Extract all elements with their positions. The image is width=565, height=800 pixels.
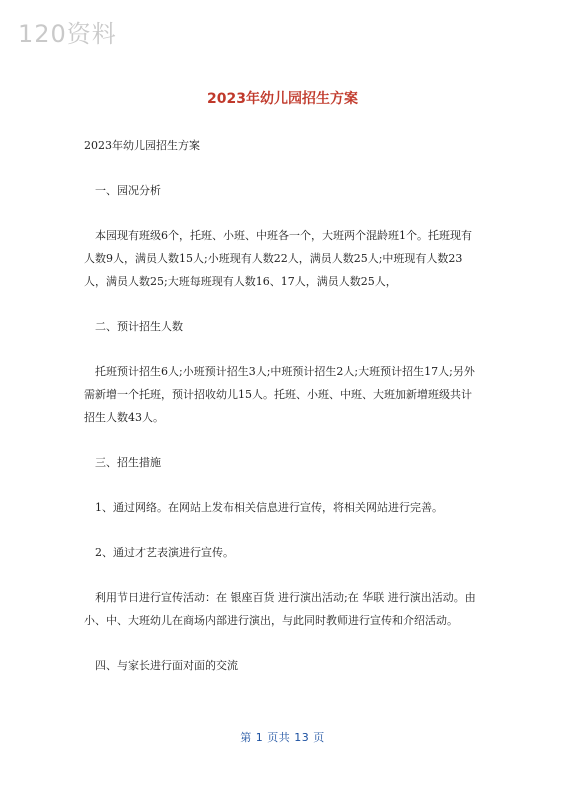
document-subtitle: 2023年幼儿园招生方案 <box>84 139 200 152</box>
section-body-enrollment: 托班预计招生6人;小班预计招生3人;中班预计招生2人;大班预计招生17人;另外需新增一个托班，预计招收幼儿15人。托班、小班、中班、大班加新增班级共计招生人数43人。 <box>84 365 475 424</box>
measure-body-festival: 利用节日进行宣传活动：在 银座百货 进行演出活动;在 华联 进行演出活动。由小、中、大班幼儿在商场内部进行演出，与此同时教师进行宣传和介绍活动。 <box>84 591 476 627</box>
measure-item-network: 1、通过网络。在网站上发布相关信息进行宣传，将相关网站进行完善。 <box>95 501 443 514</box>
measure-item-performance: 2、通过才艺表演进行宣传。 <box>95 546 234 559</box>
document-title: 2023年幼儿园招生方案 <box>207 91 358 107</box>
page-number-footer: 第 1 页共 13 页 <box>240 731 325 744</box>
section-heading-enrollment: 二、预计招生人数 <box>95 320 183 333</box>
document-body <box>84 134 476 699</box>
section-heading-measures: 三、招生措施 <box>95 456 161 469</box>
section-body-overview: 本园现有班级6个，托班、小班、中班各一个，大班两个混龄班1个。托班现有人数9人，满员人数15人;小班现有人数22人，满员人数25人;中班现有人数23人，满员人数25;大班每班现有人数16、17人，满员人数25人， <box>84 229 472 288</box>
watermark-logo: 120资料 <box>18 20 117 48</box>
section-heading-overview: 一、园况分析 <box>95 184 161 197</box>
section-heading-parents: 四、与家长进行面对面的交流 <box>95 659 238 672</box>
